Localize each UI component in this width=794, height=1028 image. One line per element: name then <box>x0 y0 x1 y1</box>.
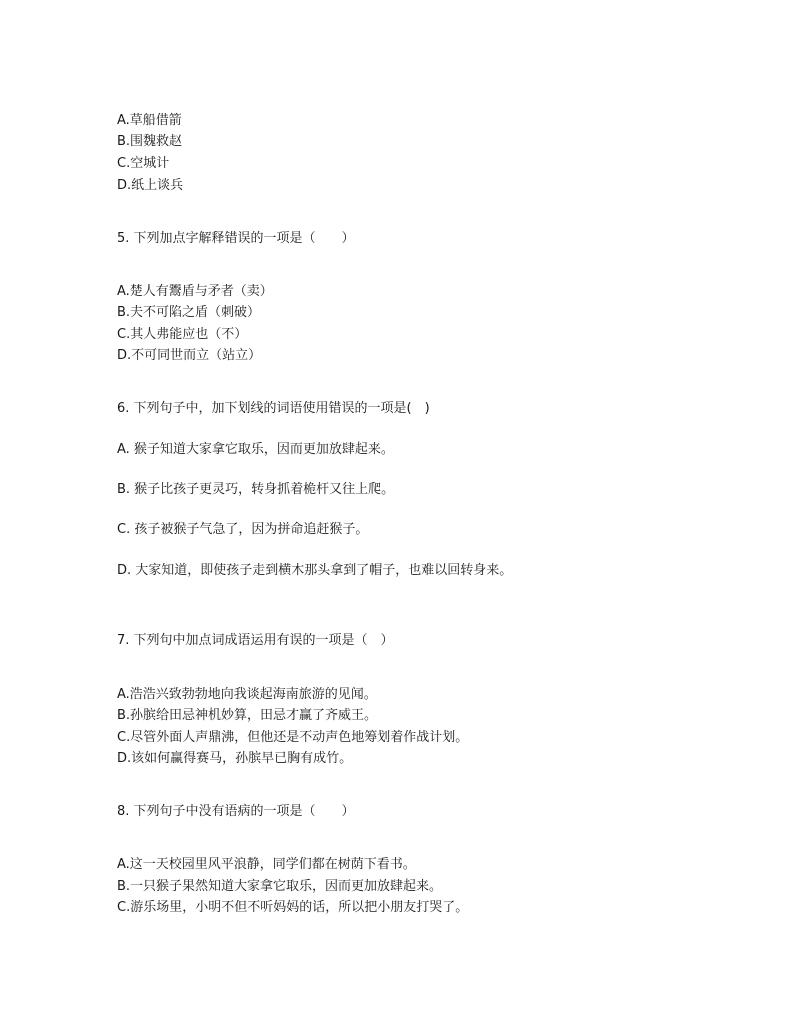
q6-option-d: D. 大家知道，即使孩子走到横木那头拿到了帽子，也难以回转身来。 <box>117 563 513 578</box>
q4-option-d: D.纸上谈兵 <box>117 178 184 193</box>
q8-option-c: C.游乐场里，小明不但不听妈妈的话，所以把小朋友打哭了。 <box>117 900 469 915</box>
q8-option-a: A.这一天校园里风平浪静，同学们都在树荫下看书。 <box>117 857 416 872</box>
q7-option-d: D.该如何赢得赛马，孙膑早已胸有成竹。 <box>117 751 353 766</box>
q6-title: 6. 下列句子中，加下划线的词语使用错误的一项是( ) <box>117 401 430 416</box>
q8-option-b: B.一只猴子果然知道大家拿它取乐，因而更加放肆起来。 <box>117 879 443 894</box>
q5-option-a: A.楚人有鬻盾与矛者（卖） <box>117 284 273 299</box>
q4-option-c: C.空城计 <box>117 156 170 171</box>
q6-option-a: A. 猴子知道大家拿它取乐，因而更加放肆起来。 <box>117 442 394 457</box>
q5-option-d: D.不可同世而立（站立） <box>117 348 262 363</box>
q4-option-a: A.草船借箭 <box>117 113 182 128</box>
q7-title: 7. 下列句中加点词成语运用有误的一项是（ ） <box>117 633 394 648</box>
q5-option-b: B.夫不可陷之盾（刺破） <box>117 305 261 320</box>
q5-option-c: C.其人弗能应也（不） <box>117 327 248 342</box>
q7-option-b: B.孙膑给田忌神机妙算，田忌才赢了齐威王。 <box>117 708 378 723</box>
q6-option-c: C. 孩子被猴子气急了，因为拼命追赶猴子。 <box>117 522 369 537</box>
q6-option-b: B. 猴子比孩子更灵巧，转身抓着桅杆又往上爬。 <box>117 482 395 497</box>
q5-title: 5. 下列加点字解释错误的一项是（ ） <box>117 231 355 246</box>
q7-option-a: A.浩浩兴致勃勃地向我谈起海南旅游的见闻。 <box>117 687 377 702</box>
q8-title: 8. 下列句子中没有语病的一项是（ ） <box>117 804 355 819</box>
q4-option-b: B.围魏救赵 <box>117 134 183 149</box>
q7-option-c: C.尽管外面人声鼎沸，但他还是不动声色地筹划着作战计划。 <box>117 730 469 745</box>
